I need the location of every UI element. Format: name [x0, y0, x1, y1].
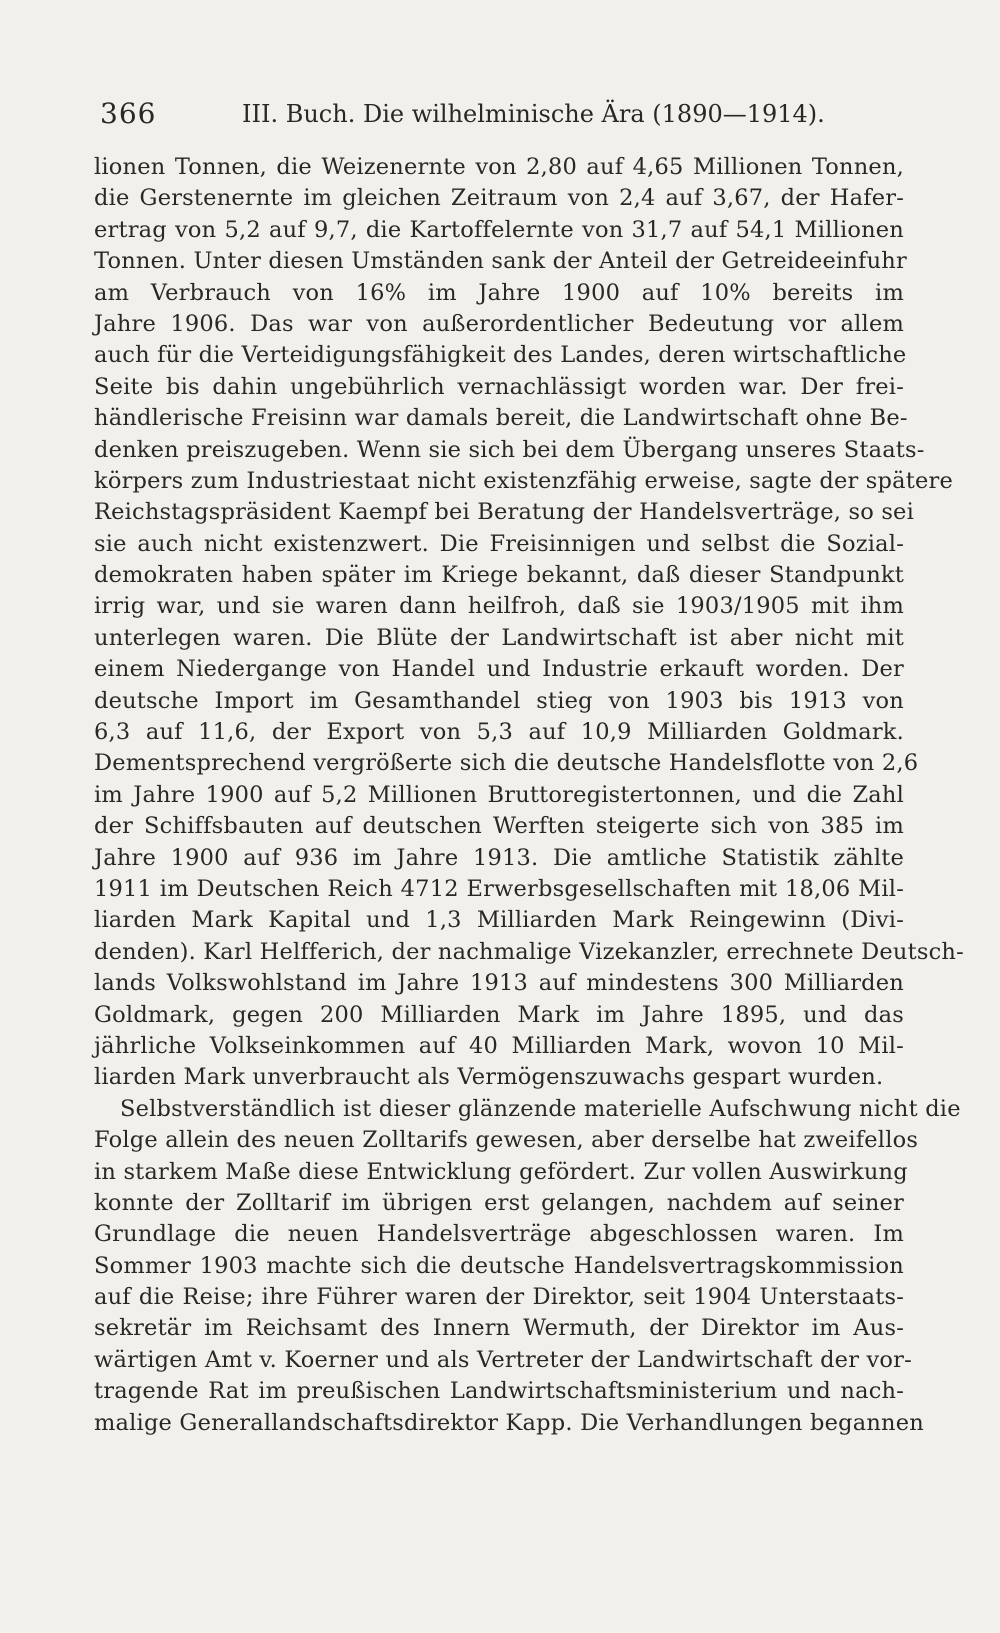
body-text: [94, 152, 964, 1439]
text-line: denken preiszugeben. Wenn sie sich bei dem Übergang unseres Staats-: [94, 436, 925, 463]
text-line: demokraten haben später im Kriege bekannt, daß dieser Standpunkt: [94, 562, 904, 589]
text-line: Goldmark, gegen 200 Milliarden Mark im Jahre 1895, und das: [94, 1001, 904, 1028]
text-line: Jahre 1906. Das war von außerordentlicher Bedeutung vor allem: [94, 310, 904, 337]
page-header: [100, 94, 825, 134]
text-line: Jahre 1900 auf 936 im Jahre 1913. Die amtliche Statistik zählte: [94, 844, 904, 871]
text-line: unterlegen waren. Die Blüte der Landwirtschaft ist aber nicht mit: [94, 624, 904, 651]
text-line: körpers zum Industriestaat nicht existenzfähig erweise, sagte der spätere: [94, 467, 953, 494]
text-line: konnte der Zolltarif im übrigen erst gelangen, nachdem auf seiner: [94, 1189, 904, 1216]
text-line: Grundlage die neuen Handelsverträge abgeschlossen waren. Im: [94, 1221, 904, 1248]
text-line: lands Volkswohlstand im Jahre 1913 auf mindestens 300 Milliarden: [94, 970, 904, 997]
text-line: auf die Reise; ihre Führer waren der Direktor, seit 1904 Unterstaats-: [94, 1284, 904, 1311]
text-line: wärtigen Amt v. Koerner und als Vertreter der Landwirtschaft der vor-: [94, 1346, 912, 1373]
text-line: sekretär im Reichsamt des Innern Wermuth, der Direktor im Aus-: [94, 1315, 904, 1342]
text-line: Sommer 1903 machte sich die deutsche Handelsvertragskommission: [94, 1252, 904, 1279]
text-line: in starkem Maße diese Entwicklung gefördert. Zur vollen Auswirkung: [94, 1158, 908, 1185]
text-line: denden). Karl Helfferich, der nachmalige Vizekanzler, errechnete Deutsch-: [94, 938, 964, 965]
text-line: ertrag von 5,2 auf 9,7, die Kartoffelernte von 31,7 auf 54,1 Millionen: [94, 216, 904, 243]
text-line: tragende Rat im preußischen Landwirtschaftsministerium und nach-: [94, 1378, 904, 1405]
text-line: liarden Mark unverbraucht als Vermögenszuwachs gespart wurden.: [94, 1064, 884, 1091]
text-line: händlerische Freisinn war damals bereit, die Landwirtschaft ohne Be-: [94, 405, 908, 432]
text-line: Reichstagspräsident Kaempf bei Beratung der Handelsverträge, so sei: [94, 499, 914, 526]
text-line: lionen Tonnen, die Weizenernte von 2,80 auf 4,65 Millionen Tonnen,: [94, 154, 904, 180]
text-line: deutsche Import im Gesamthandel stieg von 1903 bis 1913 von: [94, 687, 904, 714]
text-line: liarden Mark Kapital und 1,3 Milliarden Mark Reingewinn (Divi-: [94, 907, 904, 934]
text-line: 1911 im Deutschen Reich 4712 Erwerbsgesellschaften mit 18,06 Mil-: [94, 875, 904, 902]
running-head: III. Buch. Die wilhelminische Ära (1890—1914).: [242, 100, 825, 128]
text-line: Folge allein des neuen Zolltarifs gewesen, aber derselbe hat zweifellos: [94, 1127, 919, 1154]
text-line: jährliche Volkseinkommen auf 40 Milliarden Mark, wovon 10 Mil-: [94, 1032, 904, 1059]
text-line: malige Generallandschaftsdirektor Kapp. Die Verhandlungen begannen: [94, 1409, 924, 1436]
text-line: Tonnen. Unter diesen Umständen sank der Anteil der Getreideeinfuhr: [94, 248, 907, 275]
text-line: sie auch nicht existenzwert. Die Freisinnigen und selbst die Sozial-: [94, 530, 904, 557]
text-line: Selbstverständlich ist dieser glänzende materielle Aufschwung nicht die: [120, 1095, 961, 1122]
text-line: Seite bis dahin ungebührlich vernachlässigt worden war. Der frei-: [94, 373, 904, 400]
page-number: 366: [100, 97, 157, 130]
text-line: Dementsprechend vergrößerte sich die deutsche Handelsflotte von 2,6: [94, 750, 919, 777]
text-line: im Jahre 1900 auf 5,2 Millionen Bruttoregistertonnen, und die Zahl: [94, 781, 904, 808]
text-line: einem Niedergange von Handel und Industrie erkauft worden. Der: [94, 656, 904, 683]
text-line: irrig war, und sie waren dann heilfroh, daß sie 1903/1905 mit ihm: [94, 593, 904, 620]
text-line: 6,3 auf 11,6, der Export von 5,3 auf 10,9 Milliarden Goldmark.: [94, 719, 904, 746]
text-line: am Verbrauch von 16% im Jahre 1900 auf 10% bereits im: [94, 279, 904, 306]
text-line: der Schiffsbauten auf deutschen Werften steigerte sich von 385 im: [94, 813, 904, 840]
text-line: auch für die Verteidigungsfähigkeit des Landes, deren wirtschaftliche: [94, 342, 907, 369]
text-line: die Gerstenernte im gleichen Zeitraum von 2,4 auf 3,67, der Hafer-: [94, 185, 904, 212]
